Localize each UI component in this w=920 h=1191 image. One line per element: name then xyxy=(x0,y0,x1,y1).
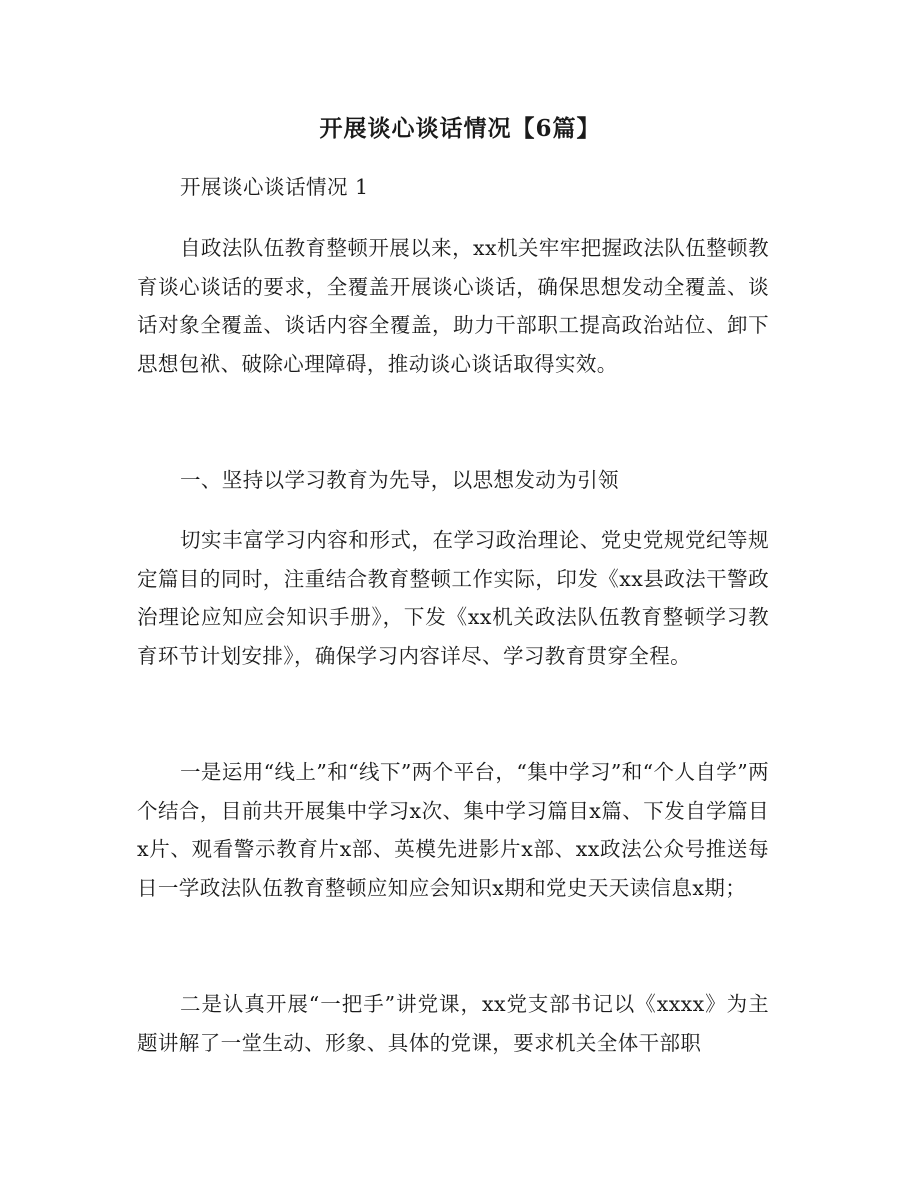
paragraph-heading-1: 一、坚持以学习教育为先导，以思想发动为引领 xyxy=(180,468,619,492)
section-heading: 开展谈心谈话情况 1 xyxy=(180,175,369,199)
paragraph-intro: 自政法队伍教育整顿开展以来，xx机关牢牢把握政法队伍整顿教育谈心谈话的要求，全覆盖开展谈心谈话，确保思想发动全覆盖、谈话对象全覆盖、谈话内容全覆盖，助力干部职工提高政治站位、卸下思想包袱、破除心理障碍，推动谈心谈话取得实效。 xyxy=(137,236,769,377)
paragraph-study-content: 切实丰富学习内容和形式，在学习政治理论、党史党规党纪等规定篇目的同时，注重结合教育整顿工作实际，印发《xx县政法干警政治理论应知应会知识手册》，下发《xx机关政法队伍教育整顿学习教育环节计划安排》，确保学习内容详尽、学习教育贯穿全程。 xyxy=(137,528,769,669)
document-title: 开展谈心谈话情况【6篇】 xyxy=(319,115,601,142)
paragraph-point-1: 一是运用“线上”和“线下”两个平台，“集中学习”和“个人自学”两个结合，目前共开展集中学习x次、集中学习篇目x篇、下发自学篇目x片、观看警示教育片x部、英模先进影片x部、xx政法公众号推送每日一学政法队伍教育整顿应知应会知识x期和党史天天读信息x期； xyxy=(137,760,769,901)
paragraph-point-2: 二是认真开展“一把手”讲党课，xx党支部书记以《xxxx》为主题讲解了一堂生动、形象、具体的党课，要求机关全体干部职 xyxy=(137,992,769,1055)
